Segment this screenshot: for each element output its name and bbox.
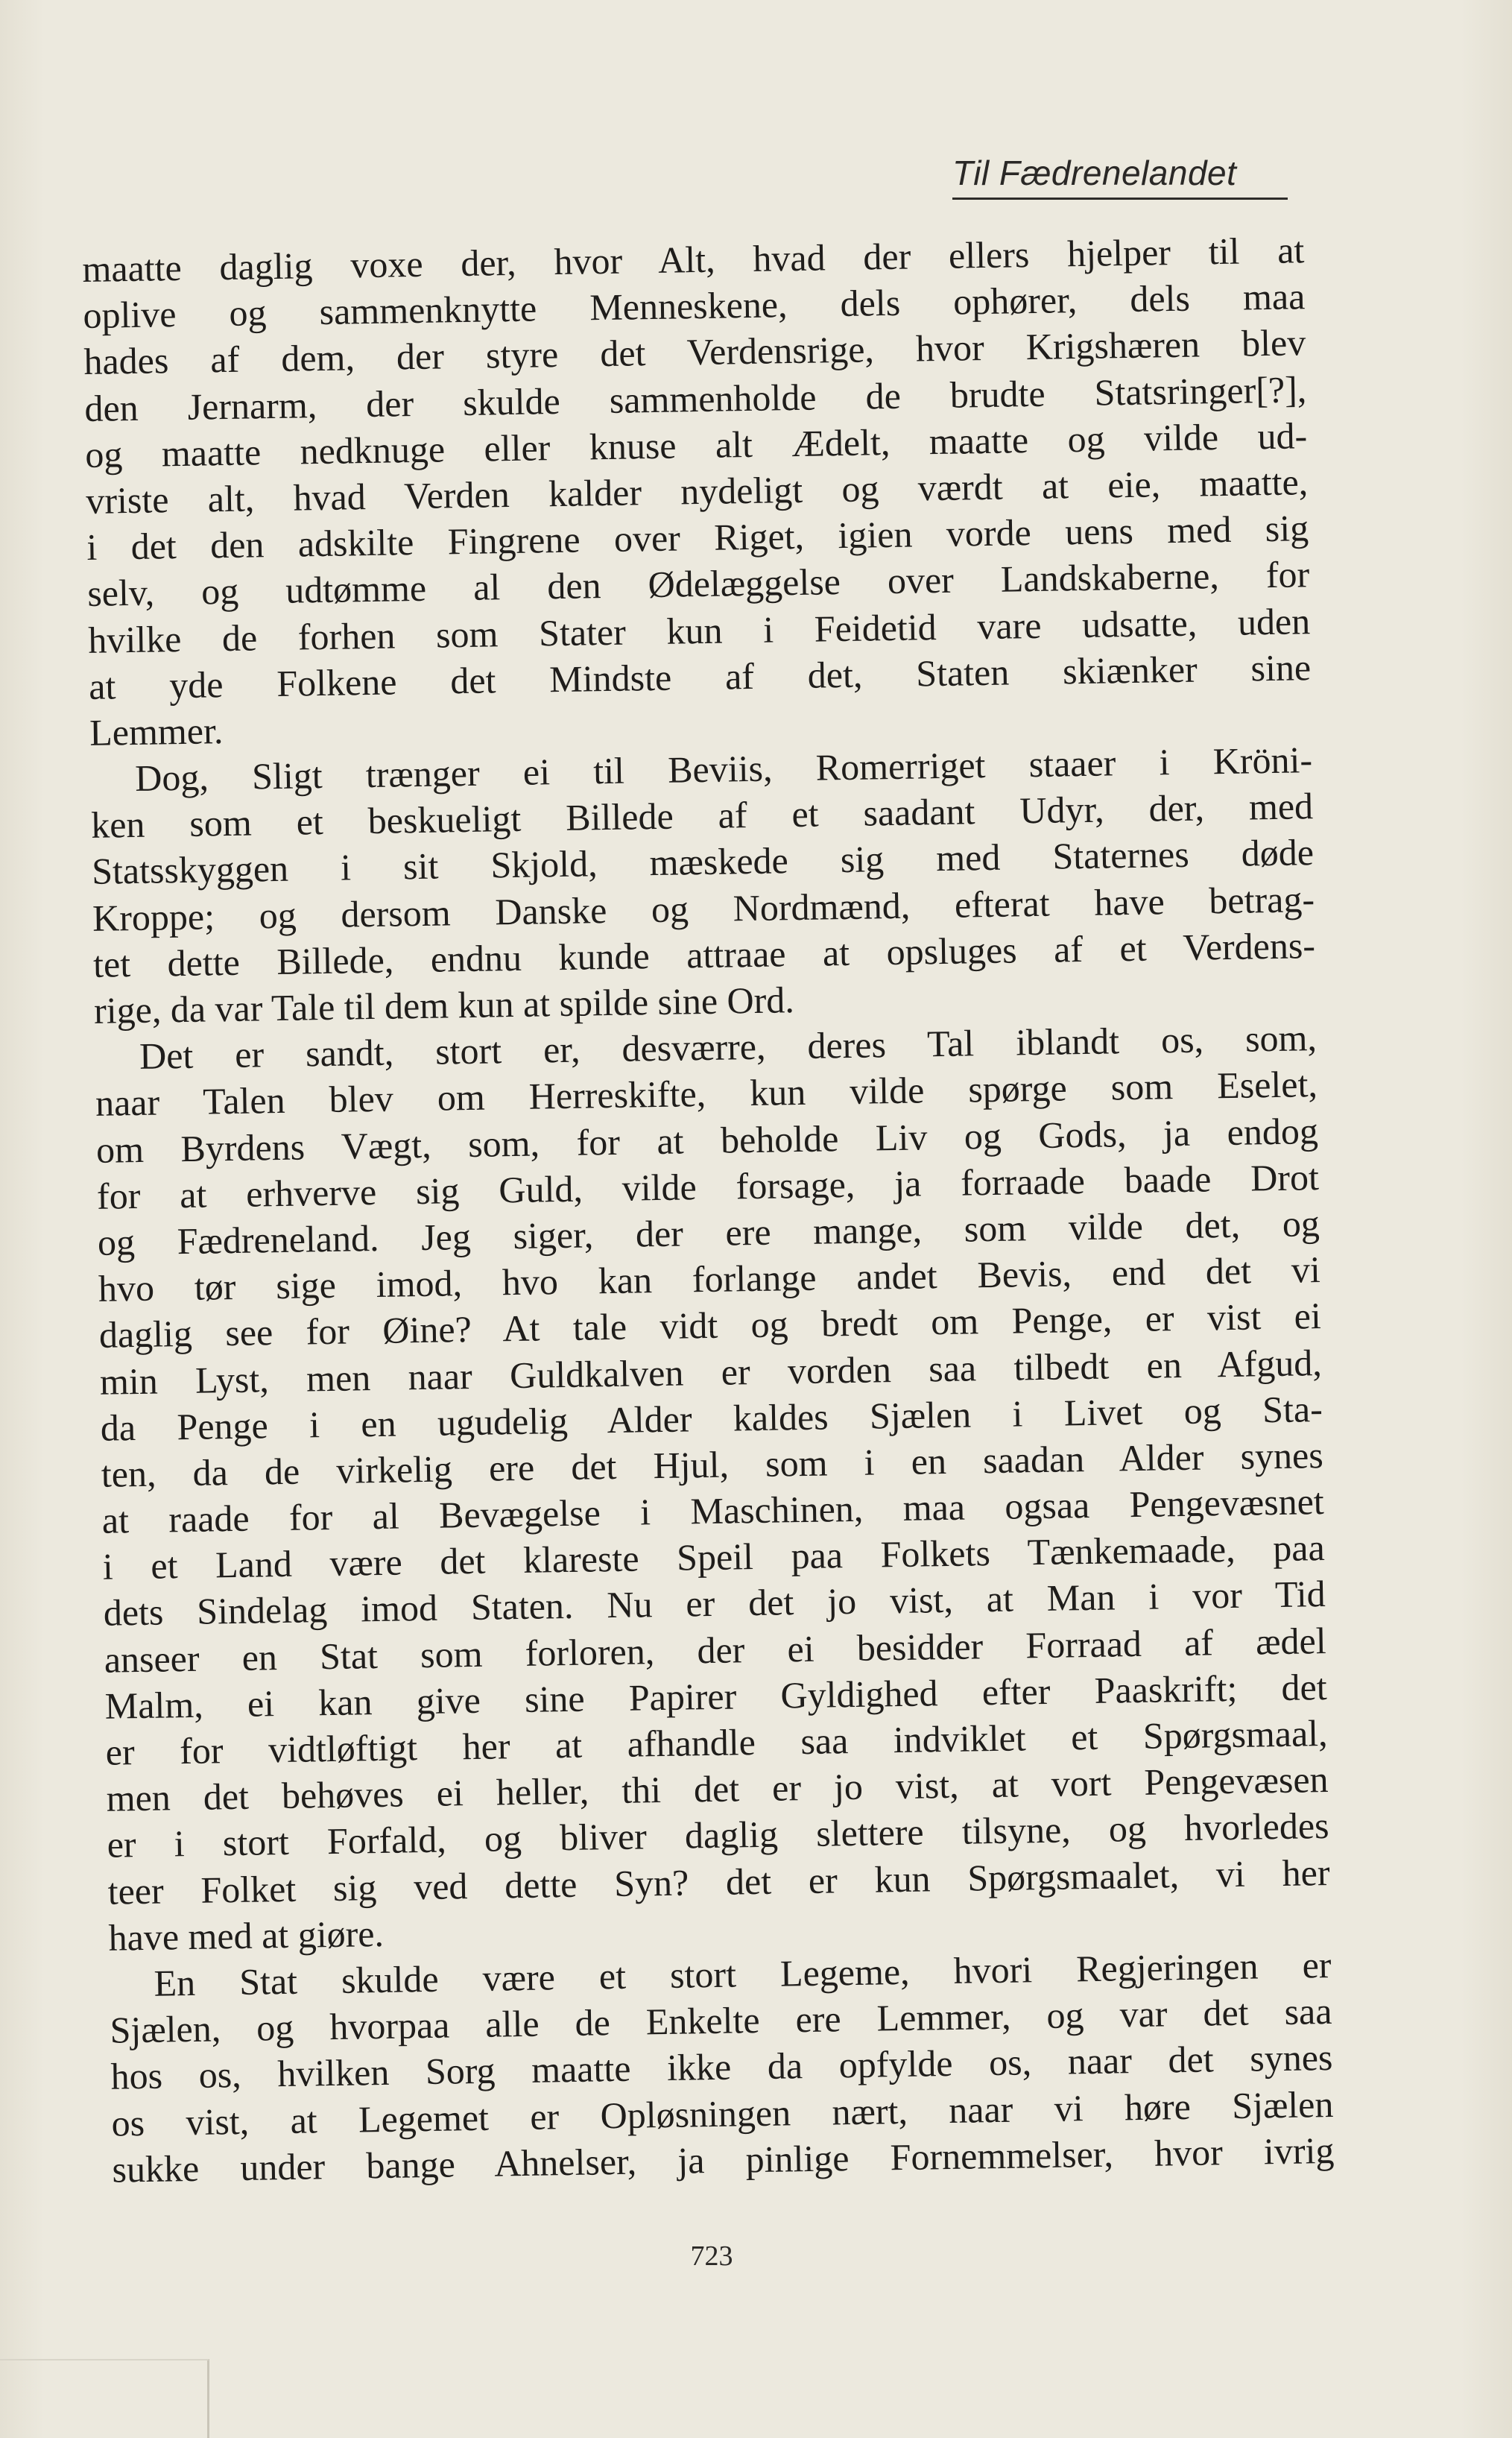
text-line: min Lyst, men naar Guldkalven er vorden saa tilbedt en Afgud, xyxy=(99,1341,1323,1403)
text-line: den Jernarm, der skulde sammenholde de brudte Statsringer[?], xyxy=(83,367,1307,429)
text-line: oplive og sammenknytte Menneskene, dels ophører, dels maa xyxy=(83,275,1306,337)
text-line: sukke under bange Ahnelser, ja pinlige Fornemmelser, hvor ivrig xyxy=(112,2129,1335,2191)
text-line: have med at giøre. xyxy=(108,1912,385,1959)
text-line: Sjælen, og hvorpaa alle de Enkelte ere Lemmer, og var det saa xyxy=(110,1990,1332,2051)
text-line: hos os, hvilken Sorg maatte ikke da opfylde os, naar det synes xyxy=(110,2036,1333,2098)
page-edge-line xyxy=(0,2359,209,2360)
text-line: dets Sindelag imod Staten. Nu er det jo vist, at Man i vor Tid xyxy=(103,1573,1326,1635)
text-line: Statsskyggen i sit Skjold, mæskede sig med Staternes døde xyxy=(91,831,1315,893)
text-line: men det behøves ei heller, thi det er jo vist, at vort Pengevæsen xyxy=(106,1758,1329,1819)
text-line: og maatte nedknuge eller knuse alt Ædelt, maatte og vilde ud- xyxy=(84,414,1308,476)
text-line: os vist, at Legemet er Opløsningen nært, naar vi høre Sjælen xyxy=(111,2082,1334,2144)
text-line: hvo tør sige imod, hvo kan forlange andet Bevis, end det vi xyxy=(98,1248,1321,1310)
body-text xyxy=(82,227,1335,2192)
text-line: om Byrdens Vægt, som, for at beholde Liv og Gods, ja endog xyxy=(95,1109,1319,1171)
text-line: at raade for al Bevægelse i Maschinen, maa ogsaa Pengevæsnet xyxy=(101,1480,1325,1541)
text-line: og Fædreneland. Jeg siger, der ere mange, som vilde det, og xyxy=(97,1202,1320,1263)
text-line: hades af dem, der styre det Verdensrige, hvor Krigshæren blev xyxy=(83,321,1306,383)
text-line: er i stort Forfald, og bliver daglig slettere tilsyne, og hvorledes xyxy=(107,1804,1329,1866)
text-line: Kroppe; og dersom Danske og Nordmænd, efterat have betrag- xyxy=(92,877,1315,939)
text-line: for at erhverve sig Guld, vilde forsage, ja forraade baade Drot xyxy=(96,1155,1320,1217)
text-line: maatte daglig voxe der, hvor Alt, hvad der ellers hjelper til at xyxy=(82,229,1305,290)
text-line: rige, da var Tale til dem kun at spilde sine Ord. xyxy=(93,979,795,1032)
text-line: anseer en Stat som forloren, der ei besidder Forraad af ædel xyxy=(104,1619,1327,1681)
text-line: En Stat skulde være et stort Legeme, hvori Regjeringen er xyxy=(154,1943,1332,2004)
text-line: Malm, ei kan give sine Papirer Gyldighed efter Paaskrift; det xyxy=(104,1665,1328,1727)
text-line: er for vidtløftigt her at afhandle saa indviklet et Spørgsmaal, xyxy=(105,1711,1328,1773)
text-line: Lemmer. xyxy=(89,709,224,754)
text-line: tet dette Billede, endnu kunde attraae at opsluges af et Verdens- xyxy=(92,923,1316,985)
text-line: vriste alt, hvad Verden kalder nydeligt og værdt at eie, maatte, xyxy=(85,461,1309,522)
running-header: Til Fædrenelandet xyxy=(952,153,1288,200)
text-line: i et Land være det klareste Speil paa Folkets Tænkemaade, paa xyxy=(102,1526,1326,1588)
text-line: selv, og udtømme al den Ødelæggelse over Landskaberne, for xyxy=(86,553,1310,615)
text-line: Det er sandt, stort er, desværre, deres Tal iblandt os, som, xyxy=(139,1017,1318,1078)
text-line: naar Talen blev om Herreskifte, kun vilde spørge som Eselet, xyxy=(95,1063,1318,1125)
text-line: Dog, Sligt trænger ei til Beviis, Romerriget staaer i Kröni- xyxy=(134,739,1313,800)
text-line: hvilke de forhen som Stater kun i Feidetid vare udsatte, uden xyxy=(87,599,1311,661)
page-edge-line xyxy=(207,2359,209,2438)
text-line: i det den adskilte Fingrene over Riget, igien vorde uens med sig xyxy=(86,507,1309,569)
text-line: at yde Folkene det Mindste af det, Staten skiænker sine xyxy=(88,645,1312,707)
text-line: teer Folket sig ved dette Syn? det er kun Spørgsmaalet, vi her xyxy=(107,1851,1330,1913)
text-line: ken som et beskueligt Billede af et saadant Udyr, der, med xyxy=(90,785,1314,847)
text-line: da Penge i en ugudelig Alder kaldes Sjælen i Livet og Sta- xyxy=(100,1387,1323,1449)
page-number: 723 xyxy=(690,2240,733,2272)
text-line: ten, da de virkelig ere det Hjul, som i en saadan Alder synes xyxy=(101,1433,1324,1495)
text-line: daglig see for Øine? At tale vidt og bredt om Penge, er vist ei xyxy=(98,1295,1322,1357)
